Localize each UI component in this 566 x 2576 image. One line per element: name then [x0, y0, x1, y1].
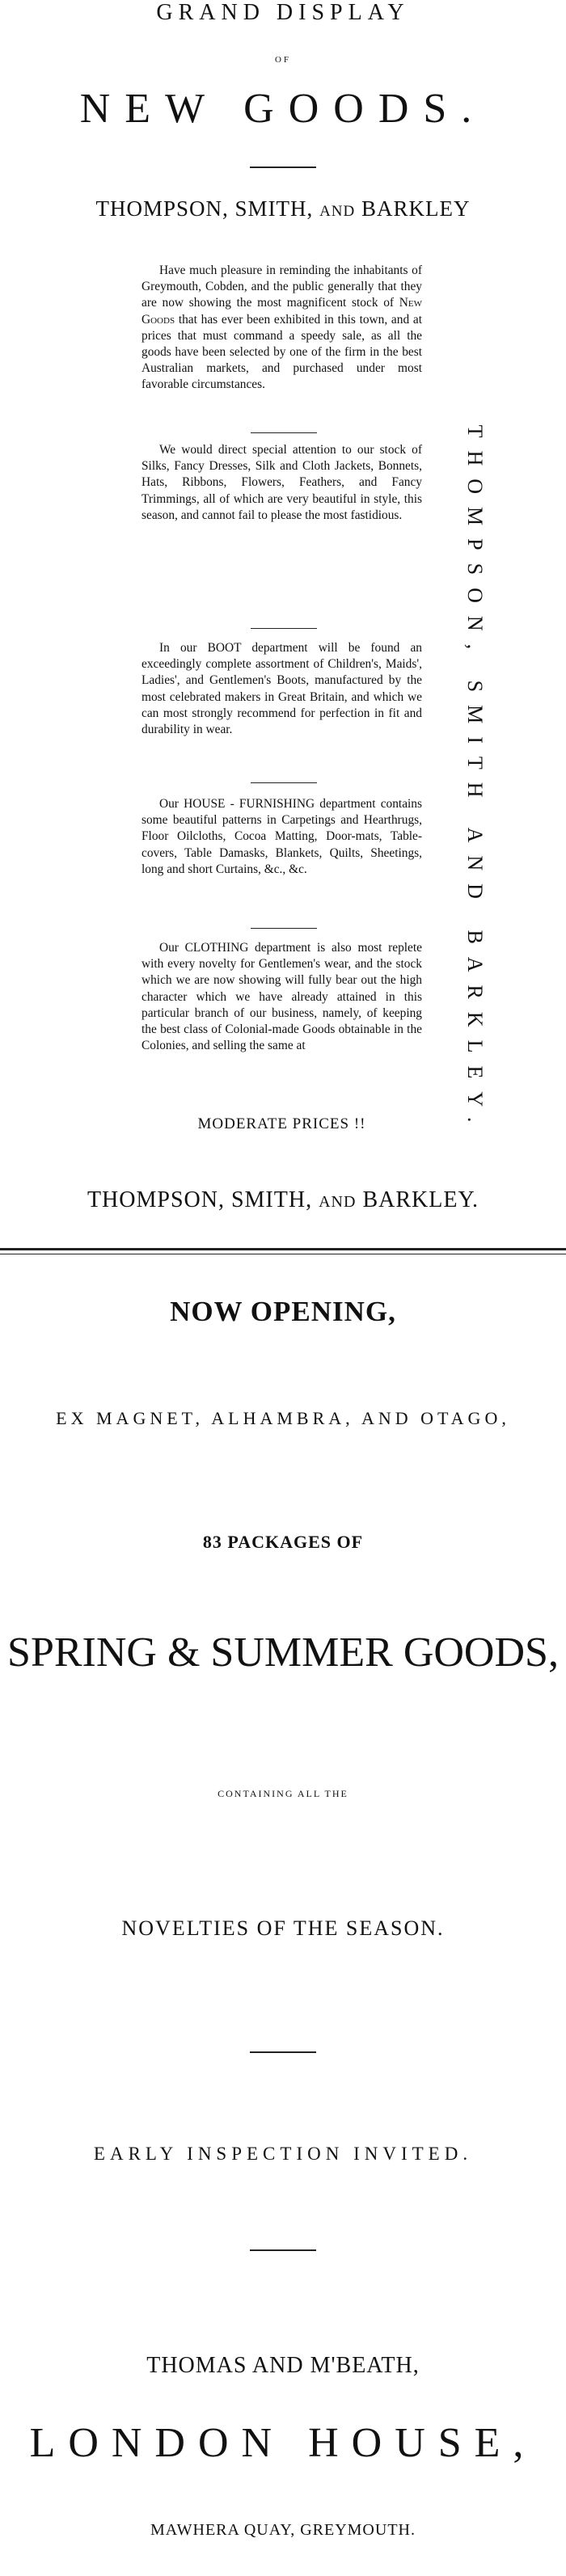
- address-line: MAWHERA QUAY, GREYMOUTH.: [150, 2521, 416, 2539]
- paragraph-silks: [142, 442, 422, 524]
- now-opening-heading: NOW OPENING,: [170, 1296, 396, 1327]
- paragraph-emphasis: New Goods: [142, 296, 422, 327]
- paragraph-house-furnishing: [142, 796, 422, 878]
- firm-name-and: and: [319, 1187, 357, 1212]
- paragraph-text: Our HOUSE - FURNISHING department contains some beautiful patterns in Carpetings and Hearthrugs, Floor Oilcloths, Cocoa Matting, Door-mats, Table-covers, Table Damasks, Blankets, Quilts, Sheetings, long and short Curtains, &c., &c.: [142, 797, 422, 876]
- spring-summer-goods-heading: SPRING & SUMMER GOODS,: [7, 1629, 559, 1676]
- novelties-line: NOVELTIES OF THE SEASON.: [121, 1916, 445, 1940]
- paragraph-text: Our CLOTHING department is also most replete with every novelty for Gentlemen's wear, and the stock which we are now showing will fully bear out the high character which we have already attained in this particular branch of our business, namely, of keeping the best class of Colonial-made Goods obtainable in the Colonies, and selling the same at: [142, 941, 422, 1053]
- divider-rule: [250, 2051, 316, 2053]
- firm-name-footer: [0, 1187, 566, 1213]
- paragraph-text: Have much pleasure in reminding the inhabitants of Greymouth, Cobden, and the public generally that they are now showing the most magnificent stock of: [142, 264, 422, 310]
- divider-rule: [250, 167, 316, 168]
- ships-line: EX MAGNET, ALHAMBRA, AND OTAGO,: [56, 1408, 510, 1428]
- section-separator-thick: [0, 1248, 566, 1250]
- inspection-line: EARLY INSPECTION INVITED.: [93, 2144, 473, 2164]
- firm-name-part: THOMPSON, SMITH,: [95, 196, 314, 221]
- right-vertical-firm-name: THOMPSON, SMITH AND BARKLEY.: [463, 424, 487, 1136]
- paragraph-text: that has ever been exhibited in this town, and at prices that must command a speedy sale, as all the goods have been selected by one of the firm in the best Australian markets, and purchased under most favorable circumstances.: [142, 312, 422, 392]
- moderate-prices-line: MODERATE PRICES !!: [197, 1115, 366, 1132]
- ad-title-new-goods: NEW GOODS.: [79, 86, 487, 132]
- packages-line: 83 PACKAGES OF: [202, 1532, 364, 1552]
- paragraph-boots: [142, 640, 422, 738]
- firm-name-part: BARKLEY: [361, 196, 471, 221]
- ad-header-grand-display: GRAND DISPLAY: [156, 0, 410, 25]
- paragraph-divider: [251, 928, 317, 929]
- ad-header-of: OF: [274, 55, 292, 65]
- firm-name-and: and: [319, 196, 356, 221]
- paragraph-text: In our BOOT department will be found an exceedingly complete assortment of Children's, Maids', Ladies', and Gentlemen's Boots, manufactured by the most celebrated makers in Great Britain, and which we can most strongly recommend for perfection in fit and durability in wear.: [142, 641, 422, 737]
- merchants-name: THOMAS AND M'BEATH,: [146, 2353, 420, 2378]
- firm-name-part: THOMPSON, SMITH,: [87, 1187, 313, 1212]
- paragraph-text: We would direct special attention to our stock of Silks, Fancy Dresses, Silk and Cloth Jackets, Bonnets, Hats, Ribbons, Flowers, Feathers, and Fancy Trimmings, all of which are very beautiful in style, this season, and cannot fail to please the most fastidious.: [142, 443, 422, 522]
- divider-rule: [250, 2249, 316, 2251]
- paragraph-clothing: [142, 940, 422, 1054]
- london-house-heading: LONDON HOUSE,: [29, 2420, 537, 2466]
- paragraph-divider: [251, 628, 317, 629]
- paragraph-divider: [251, 782, 317, 783]
- firm-name-heading: [0, 196, 566, 221]
- paragraph-intro: [142, 263, 422, 394]
- paragraph-divider: [251, 432, 317, 433]
- firm-name-part: BARKLEY.: [362, 1187, 479, 1212]
- containing-line: CONTAINING ALL THE: [218, 1788, 348, 1799]
